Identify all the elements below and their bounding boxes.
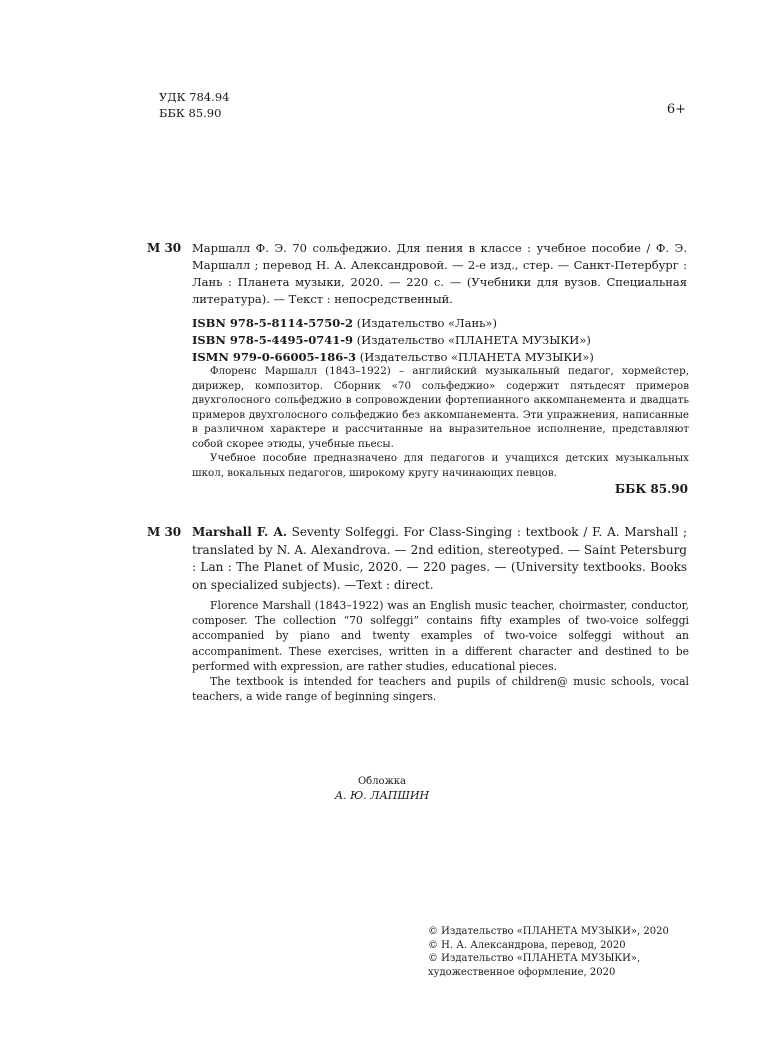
- ismn-code: ISMN 979-0-66005-186-3: [192, 350, 357, 364]
- ru-entry-text: 70 сольфеджио. Для пения в классе : учебное пособие / Ф. Э. Маршалл ; перевод Н. А. Александровой. — 2-е изд., стер. — Санкт-Петербург : Лань : Планета музыки, 2020. — 220 с. — (Учебники для вузов. Специальная литература). — Текст : непосредственный.: [192, 241, 687, 306]
- copyright-line: © Издательство «ПЛАНЕТА МУЗЫКИ», художественное оформление, 2020: [428, 953, 641, 978]
- ismn-publisher: (Издательство «ПЛАНЕТА МУЗЫКИ»): [356, 350, 594, 364]
- cover-credit: [0, 775, 764, 803]
- en-author-mark: М 30: [147, 525, 182, 539]
- udk-code: УДК 784.94: [159, 90, 230, 104]
- en-bibliographic-entry: [147, 524, 687, 594]
- copyright-block: [428, 925, 698, 979]
- isbn-line: [192, 315, 687, 332]
- ru-author-mark: М 30: [147, 241, 182, 255]
- ru-entry-author: Маршалл Ф. Э.: [192, 241, 287, 255]
- en-entry-author: Marshall F. A.: [192, 525, 287, 539]
- isbn-code: ISBN 978-5-4495-0741-9: [192, 333, 354, 347]
- isbn-publisher: (Издательство «ПЛАНЕТА МУЗЫКИ»): [353, 333, 591, 347]
- ru-entry-description: [192, 240, 687, 308]
- isbn-line: [192, 332, 687, 349]
- en-entry-text: Seventy Solfeggi. For Class-Singing : textbook / F. A. Marshall ; translated by N. A. Alexandrova. — 2nd edition, stereotyped. — Saint Petersburg : Lan : The Planet of Music, 2020. — 220 pages. — (University textbooks. Books on specialized subjects). —Text : direct.: [192, 525, 687, 592]
- ru-bibliographic-entry: [147, 240, 687, 366]
- en-abstract: [192, 598, 689, 704]
- ru-abstract-paragraph: Учебное пособие предназначено для педагогов и учащихся детских музыкальных школ, вокальных педагогов, широкому кругу начинающих певцов.: [192, 452, 689, 479]
- copyright-line: © Издательство «ПЛАНЕТА МУЗЫКИ», 2020: [428, 926, 669, 937]
- en-abstract-paragraph: Florence Marshall (1843–1922) was an English music teacher, choirmaster, conductor, composer. The collection “70 solfeggi” contains fifty examples of two-voice solfeggi accompanied by piano and twenty examples of two-voice solfeggi without an accompaniment. These exercises, written in a different character and destined to be performed with expression, are rather studies, educational pieces.: [192, 599, 689, 673]
- isbn-publisher: (Издательство «Лань»): [353, 316, 497, 330]
- cover-designer: А. Ю. ЛАПШИН: [334, 789, 430, 802]
- classification-codes: [159, 89, 229, 121]
- ru-bbk-index: ББК 85.90: [614, 482, 688, 496]
- age-rating: 6+: [666, 102, 686, 117]
- en-abstract-paragraph: The textbook is intended for teachers and pupils of children@ music schools, vocal teachers, a wide range of beginning singers.: [192, 675, 689, 704]
- bbk-code: ББК 85.90: [159, 106, 222, 120]
- ru-abstract: [192, 364, 689, 480]
- cover-label: Обложка: [357, 776, 406, 787]
- ru-abstract-paragraph: Флоренс Маршалл (1843–1922) – английский музыкальный педагог, хормейстер, дирижер, композитор. Сборник «70 сольфеджио» содержит пятьдесят примеров двухголосного сольфеджио в сопровождении фортепианного аккомпанемента и двадцать примеров двухголосного сольфеджио без аккомпанемента. Эти упражнения, написанные в различном характере и рассчитанные на выразительное исполнение, представляют собой скорее этюды, учебные пьесы.: [192, 365, 689, 450]
- isbn-code: ISBN 978-5-8114-5750-2: [192, 316, 354, 330]
- en-entry-description: [192, 524, 687, 594]
- copyright-line: © Н. А. Александрова, перевод, 2020: [428, 939, 626, 951]
